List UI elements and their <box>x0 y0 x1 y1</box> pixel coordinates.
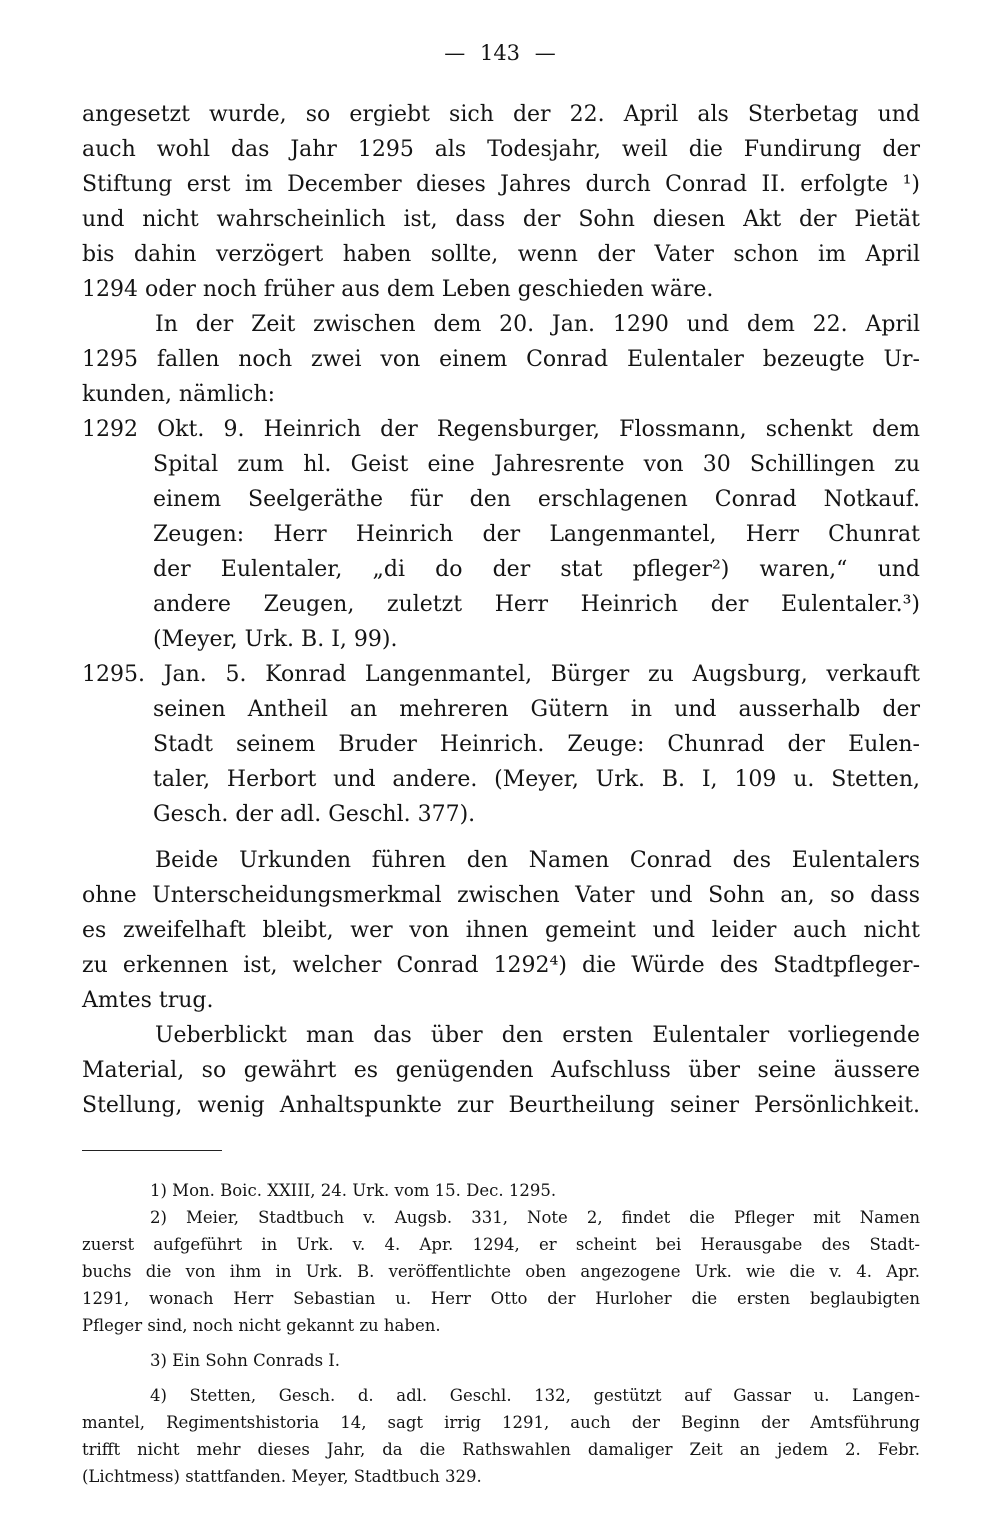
body-line: Beide Urkunden führen den Namen Conrad des Eulentalers <box>155 848 920 873</box>
document-entry-line: 1295. Jan. 5. Konrad Langenmantel, Bürger zu Augsburg, verkauft <box>82 662 920 687</box>
footnote-line: 1) Mon. Boic. XXIII, 24. Urk. vom 15. Dec. 1295. <box>150 1181 557 1200</box>
footnote-line: buchs die von ihm in Urk. B. veröffentlichte oben angezogene Urk. wie die v. 4. Apr. <box>82 1262 920 1281</box>
footnote-line: Pfleger sind, noch nicht gekannt zu haben. <box>82 1316 441 1335</box>
page-number: — 143 — <box>444 41 556 65</box>
document-entry-line: andere Zeugen, zuletzt Herr Heinrich der Eulentaler.³) <box>153 592 920 617</box>
document-entry-line: einem Seelgeräthe für den erschlagenen Conrad Notkauf. <box>153 487 920 512</box>
footnote-line: zuerst aufgeführt in Urk. v. 4. Apr. 1294, er scheint bei Herausgabe des Stadt- <box>82 1235 920 1254</box>
body-line: Ueberblickt man das über den ersten Eulentaler vorliegende <box>155 1023 920 1048</box>
document-entry-line: Stadt seinem Bruder Heinrich. Zeuge: Chunrad der Eulen- <box>153 732 920 757</box>
body-line: 1295 fallen noch zwei von einem Conrad Eulentaler bezeugte Ur- <box>82 347 920 372</box>
body-line: 1294 oder noch früher aus dem Leben geschieden wäre. <box>82 277 714 302</box>
document-entry-line: taler, Herbort und andere. (Meyer, Urk. B. I, 109 u. Stetten, <box>153 767 920 792</box>
document-entry-line: Zeugen: Herr Heinrich der Langenmantel, Herr Chunrat <box>153 522 920 547</box>
body-line: und nicht wahrscheinlich ist, dass der Sohn diesen Akt der Pietät <box>82 207 920 232</box>
document-entry-line: (Meyer, Urk. B. I, 99). <box>153 627 398 652</box>
footnote-separator <box>82 1150 222 1151</box>
body-line: es zweifelhaft bleibt, wer von ihnen gemeint und leider auch nicht <box>82 918 920 943</box>
body-line: Material, so gewährt es genügenden Aufschluss über seine äussere <box>82 1058 920 1083</box>
footnote-line: 3) Ein Sohn Conrads I. <box>150 1351 341 1370</box>
body-line: angesetzt wurde, so ergiebt sich der 22. April als Sterbetag und <box>82 102 920 127</box>
footnote-line: mantel, Regimentshistoria 14, sagt irrig 1291, auch der Beginn der Amtsführung <box>82 1413 920 1432</box>
document-entry-line: Gesch. der adl. Geschl. 377). <box>153 802 476 827</box>
body-line: Stiftung erst im December dieses Jahres durch Conrad II. erfolgte ¹) <box>82 172 920 197</box>
footnote-line: 1291, wonach Herr Sebastian u. Herr Otto der Hurloher die ersten beglaubigten <box>82 1289 920 1308</box>
footnote-line: 2) Meier, Stadtbuch v. Augsb. 331, Note 2, findet die Pfleger mit Namen <box>150 1208 920 1227</box>
body-line: Amtes trug. <box>82 988 214 1013</box>
footnote-line: (Lichtmess) stattfanden. Meyer, Stadtbuch 329. <box>82 1467 482 1486</box>
body-line: kunden, nämlich: <box>82 382 276 407</box>
body-line: ohne Unterscheidungsmerkmal zwischen Vater und Sohn an, so dass <box>82 883 920 908</box>
body-line: bis dahin verzögert haben sollte, wenn der Vater schon im April <box>82 242 920 267</box>
footnote-line: trifft nicht mehr dieses Jahr, da die Rathswahlen damaliger Zeit an jedem 2. Febr. <box>82 1440 920 1459</box>
document-entry-line: 1292 Okt. 9. Heinrich der Regensburger, Flossmann, schenkt dem <box>82 417 920 442</box>
footnote-line: 4) Stetten, Gesch. d. adl. Geschl. 132, gestützt auf Gassar u. Langen- <box>150 1386 920 1405</box>
document-entry-line: der Eulentaler, „di do der stat pfleger²) waren,“ und <box>153 557 920 582</box>
body-line: zu erkennen ist, welcher Conrad 1292⁴) die Würde des Stadtpfleger- <box>82 953 920 978</box>
body-line: In der Zeit zwischen dem 20. Jan. 1290 und dem 22. April <box>155 312 920 337</box>
body-line: Stellung, wenig Anhaltspunkte zur Beurtheilung seiner Persönlichkeit. <box>82 1093 920 1118</box>
document-entry-line: seinen Antheil an mehreren Gütern in und ausserhalb der <box>153 697 920 722</box>
document-entry-line: Spital zum hl. Geist eine Jahresrente von 30 Schillingen zu <box>153 452 920 477</box>
body-line: auch wohl das Jahr 1295 als Todesjahr, weil die Fundirung der <box>82 137 920 162</box>
